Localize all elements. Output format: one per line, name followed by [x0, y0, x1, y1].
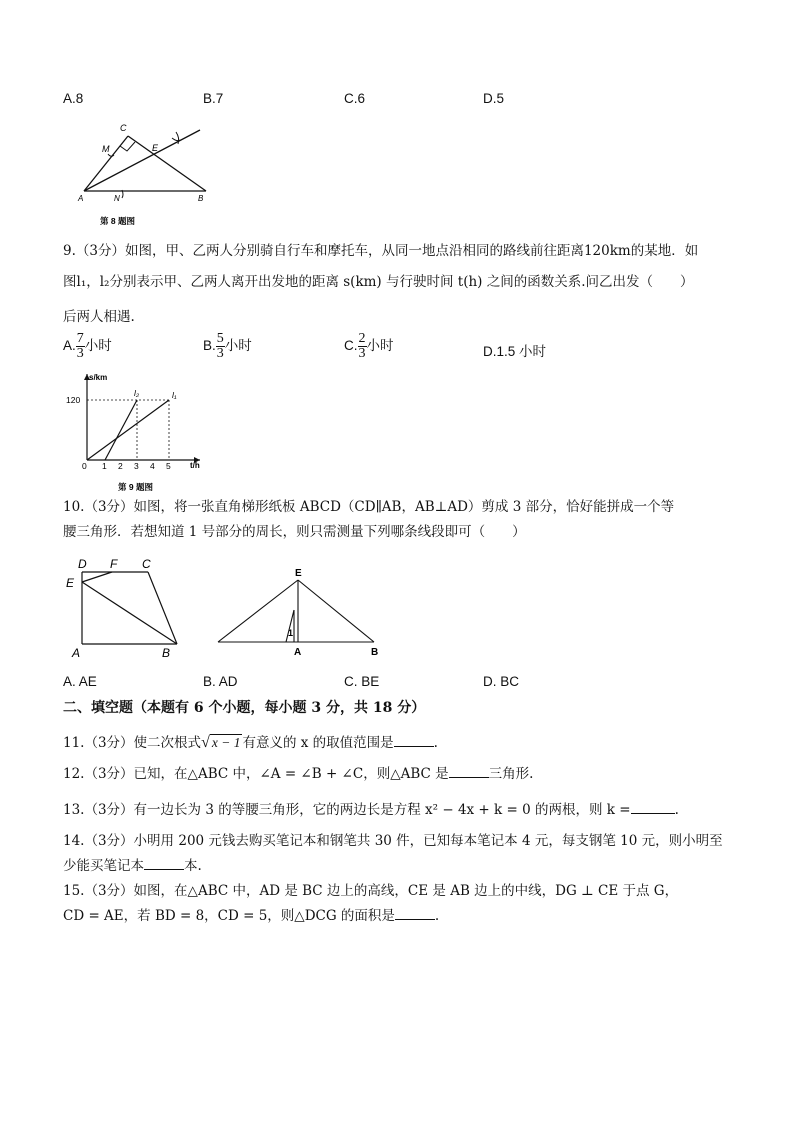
- q10-line2: 腰三角形．若想知道 1 号部分的周长，则只需测量下列哪条线段即可（ ）: [63, 524, 526, 540]
- q14-line1: 14.（3分）小明用 200 元钱去购买笔记本和钢笔共 30 件，已知每本笔记本 4 元，每支钢笔 10 元，则小明至: [63, 833, 723, 849]
- q8-option-d: D.5: [483, 91, 505, 106]
- q8-figure: [70, 118, 210, 230]
- q9-ytick-120: 120: [66, 395, 81, 405]
- q15-answer-blank[interactable]: [395, 907, 435, 920]
- q9-label-l1: l₁: [172, 390, 177, 400]
- q9-xtick-0: 0: [82, 461, 87, 471]
- q9-xtick-5: 5: [166, 461, 171, 471]
- q8-label-c: C: [120, 123, 127, 133]
- q9-xtick-2: 2: [118, 461, 123, 471]
- q9-caption: 第 9 题图: [118, 482, 153, 492]
- q9-label-l2: l₂: [134, 388, 140, 398]
- q10-fig1-label-d: D: [78, 557, 87, 571]
- q13: 13.（3分）有一边长为 3 的等腰三角形，它的两边长是方程 x² − 4x + k = 0 的两根，则 k = .: [63, 802, 679, 818]
- q8-label-m: M: [102, 144, 110, 154]
- q9-option-a: A. $\frac{7}{3}$ 小时: [63, 331, 112, 361]
- q9-line1: 9.（3分）如图，甲、乙两人分别骑自行车和摩托车，从同一地点沿相同的路线前往距离120km的某地．如: [63, 243, 699, 259]
- q9-xlabel: t/h: [190, 461, 200, 470]
- q10-figure-triangle: [208, 560, 388, 660]
- q10-fig2-label-e: E: [295, 568, 302, 579]
- q10-fig2-label-1: 1: [288, 628, 294, 638]
- q15-line2: CD = AE，若 BD = 8，CD = 5，则△DCG 的面积是 .: [63, 908, 440, 924]
- q10-fig2-label-a: A: [294, 647, 302, 658]
- q8-label-e: E: [152, 143, 159, 153]
- q10-fig1-label-b: B: [162, 646, 171, 660]
- q12-answer-blank[interactable]: [449, 765, 489, 778]
- q8-option-b: B.7: [203, 91, 224, 106]
- q14-line2: 少能买笔记本 本.: [63, 858, 202, 874]
- q9-graph: [62, 368, 202, 496]
- q10-option-b: B. AD: [203, 674, 238, 689]
- q8-label-a: A: [78, 194, 84, 203]
- q9-line3: 后两人相遇.: [63, 309, 135, 325]
- q15-line1: 15.（3分）如图，在△ABC 中，AD 是 BC 边上的高线，CE 是 AB 边上的中线，DG ⊥ CE 于点 G，: [63, 883, 679, 899]
- q8-option-a: A.8: [63, 91, 84, 106]
- q8-label-n: N: [114, 194, 120, 203]
- q9-ylabel: s/km: [89, 373, 108, 382]
- q10-option-c: C. BE: [344, 674, 380, 689]
- q10-fig1-label-c: C: [142, 557, 151, 571]
- q10-fig1-label-f: F: [110, 557, 118, 571]
- q9-line2: 图l₁，l₂分别表示甲、乙两人离开出发地的距离 s(km) 与行驶时间 t(h) 之间的函数关系.问乙出发（ ）: [63, 274, 694, 290]
- q8-option-c: C.6: [344, 91, 366, 106]
- q9-xtick-4: 4: [150, 461, 155, 471]
- q10-option-d: D. BC: [483, 674, 520, 689]
- q8-label-b: B: [198, 194, 204, 203]
- q9-option-b: B. $\frac{5}{3}$ 小时: [203, 331, 252, 361]
- q9-option-c: C. $\frac{2}{3}$ 小时: [344, 331, 394, 361]
- q9-option-d: D.1.5 小时: [483, 344, 547, 359]
- q11-answer-blank[interactable]: [394, 734, 434, 747]
- q10-fig1-label-e: E: [66, 576, 75, 590]
- q13-answer-blank[interactable]: [631, 801, 675, 814]
- q10-option-a: A. AE: [63, 674, 97, 689]
- q12: 12.（3分）已知，在△ABC 中，∠A = ∠B + ∠C，则△ABC 是 三角形.: [63, 766, 534, 782]
- q14-answer-blank[interactable]: [144, 857, 184, 870]
- section2-title: 二、填空题（本题有 6 个小题，每小题 3 分，共 18 分）: [63, 700, 426, 716]
- q10-line1: 10.（3分）如图，将一张直角梯形纸板 ABCD（CD∥AB，AB⊥AD）剪成 3 部分，恰好能拼成一个等: [63, 499, 675, 515]
- q11: 11.（3分）使二次根式√ x − 1 有意义的 x 的取值范围是 .: [63, 734, 438, 751]
- q8-caption: 第 8 题图: [100, 216, 135, 226]
- q10-fig1-label-a: A: [72, 646, 81, 660]
- q10-figure-trapezoid: [62, 552, 192, 662]
- q9-xtick-3: 3: [134, 461, 139, 471]
- q10-fig2-label-b: B: [371, 647, 379, 658]
- q9-xtick-1: 1: [102, 461, 107, 471]
